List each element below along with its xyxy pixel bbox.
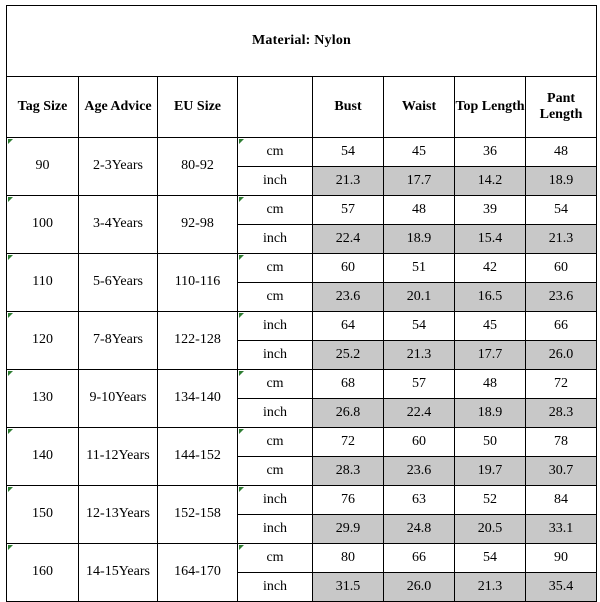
table-row	[7, 544, 597, 573]
age-advice-cell: 14-15Years	[79, 544, 158, 602]
bust-value-cell: 64	[313, 312, 384, 341]
pant-value-cell: 78	[526, 428, 597, 457]
top-value-cell: 36	[455, 138, 526, 167]
tag-size-cell: 120	[7, 312, 79, 370]
corner-marker-icon	[239, 313, 244, 318]
tag-size-cell: 100	[7, 196, 79, 254]
waist-value-cell: 26.0	[384, 573, 455, 602]
pant-value-cell: 66	[526, 312, 597, 341]
top-value-cell: 50	[455, 428, 526, 457]
top-value-cell: 14.2	[455, 167, 526, 196]
header-eu-size: EU Size	[158, 77, 238, 138]
waist-value-cell: 21.3	[384, 341, 455, 370]
top-value-cell: 16.5	[455, 283, 526, 312]
size-chart-body	[7, 138, 597, 602]
header-row	[7, 77, 597, 138]
table-row	[7, 370, 597, 399]
corner-marker-icon	[8, 255, 13, 260]
age-advice-cell: 11-12Years	[79, 428, 158, 486]
bust-value-cell: 28.3	[313, 457, 384, 486]
corner-marker-icon	[8, 197, 13, 202]
waist-value-cell: 18.9	[384, 225, 455, 254]
header-top-length: Top Length	[455, 77, 526, 138]
waist-value-cell: 24.8	[384, 515, 455, 544]
waist-value-cell: 66	[384, 544, 455, 573]
header-waist: Waist	[384, 77, 455, 138]
header-age-advice	[79, 77, 158, 138]
top-value-cell: 52	[455, 486, 526, 515]
unit-cell: cm	[238, 283, 313, 312]
corner-marker-icon	[8, 487, 13, 492]
corner-marker-icon	[8, 429, 13, 434]
unit-cell: cm	[238, 457, 313, 486]
bust-value-cell: 29.9	[313, 515, 384, 544]
table-row	[7, 138, 597, 167]
age-advice-cell: 7-8Years	[79, 312, 158, 370]
top-value-cell: 54	[455, 544, 526, 573]
age-advice-cell: 2-3Years	[79, 138, 158, 196]
pant-value-cell: 48	[526, 138, 597, 167]
unit-cell: inch	[238, 399, 313, 428]
pant-value-cell: 30.7	[526, 457, 597, 486]
header-age-advice-label: Age Advice	[84, 98, 152, 114]
bust-value-cell: 57	[313, 196, 384, 225]
corner-marker-icon	[239, 255, 244, 260]
waist-value-cell: 45	[384, 138, 455, 167]
top-value-cell: 18.9	[455, 399, 526, 428]
unit-cell: cm	[238, 544, 313, 573]
waist-value-cell: 60	[384, 428, 455, 457]
header-unit	[238, 77, 313, 138]
eu-size-cell: 110-116	[158, 254, 238, 312]
corner-marker-icon	[239, 197, 244, 202]
waist-value-cell: 22.4	[384, 399, 455, 428]
pant-value-cell: 72	[526, 370, 597, 399]
pant-value-cell: 28.3	[526, 399, 597, 428]
unit-cell: cm	[238, 254, 313, 283]
corner-marker-icon	[239, 139, 244, 144]
top-value-cell: 39	[455, 196, 526, 225]
pant-value-cell: 21.3	[526, 225, 597, 254]
corner-marker-icon	[8, 371, 13, 376]
table-row	[7, 428, 597, 457]
corner-marker-icon	[239, 429, 244, 434]
pant-value-cell: 54	[526, 196, 597, 225]
pant-value-cell: 18.9	[526, 167, 597, 196]
waist-value-cell: 23.6	[384, 457, 455, 486]
tag-size-cell: 160	[7, 544, 79, 602]
waist-value-cell: 63	[384, 486, 455, 515]
bust-value-cell: 68	[313, 370, 384, 399]
unit-cell: cm	[238, 428, 313, 457]
pant-value-cell: 23.6	[526, 283, 597, 312]
table-title: Material: Nylon	[7, 6, 597, 77]
bust-value-cell: 21.3	[313, 167, 384, 196]
bust-value-cell: 72	[313, 428, 384, 457]
eu-size-cell: 144-152	[158, 428, 238, 486]
table-row	[7, 486, 597, 515]
eu-size-cell: 122-128	[158, 312, 238, 370]
unit-cell: inch	[238, 573, 313, 602]
unit-cell: inch	[238, 312, 313, 341]
tag-size-cell: 110	[7, 254, 79, 312]
tag-size-cell: 130	[7, 370, 79, 428]
eu-size-cell: 134-140	[158, 370, 238, 428]
unit-cell: inch	[238, 515, 313, 544]
top-value-cell: 15.4	[455, 225, 526, 254]
bust-value-cell: 26.8	[313, 399, 384, 428]
tag-size-cell: 150	[7, 486, 79, 544]
table-row	[7, 254, 597, 283]
unit-cell: inch	[238, 225, 313, 254]
age-advice-cell: 9-10Years	[79, 370, 158, 428]
age-advice-cell: 5-6Years	[79, 254, 158, 312]
unit-cell: inch	[238, 486, 313, 515]
bust-value-cell: 54	[313, 138, 384, 167]
waist-value-cell: 54	[384, 312, 455, 341]
waist-value-cell: 20.1	[384, 283, 455, 312]
bust-value-cell: 31.5	[313, 573, 384, 602]
eu-size-cell: 80-92	[158, 138, 238, 196]
bust-value-cell: 25.2	[313, 341, 384, 370]
bust-value-cell: 23.6	[313, 283, 384, 312]
size-chart-frame	[6, 5, 596, 598]
top-value-cell: 21.3	[455, 573, 526, 602]
unit-cell: cm	[238, 138, 313, 167]
table-row	[7, 196, 597, 225]
header-pant-length: Pant Length	[526, 77, 597, 138]
pant-value-cell: 60	[526, 254, 597, 283]
corner-marker-icon	[8, 139, 13, 144]
table-row	[7, 312, 597, 341]
waist-value-cell: 48	[384, 196, 455, 225]
unit-cell: inch	[238, 167, 313, 196]
top-value-cell: 19.7	[455, 457, 526, 486]
tag-size-cell: 90	[7, 138, 79, 196]
waist-value-cell: 51	[384, 254, 455, 283]
eu-size-cell: 152-158	[158, 486, 238, 544]
corner-marker-icon	[239, 371, 244, 376]
pant-value-cell: 35.4	[526, 573, 597, 602]
corner-marker-icon	[239, 545, 244, 550]
pant-value-cell: 84	[526, 486, 597, 515]
unit-cell: cm	[238, 196, 313, 225]
age-advice-cell: 3-4Years	[79, 196, 158, 254]
pant-value-cell: 33.1	[526, 515, 597, 544]
bust-value-cell: 60	[313, 254, 384, 283]
size-chart-table	[6, 5, 597, 602]
tag-size-cell: 140	[7, 428, 79, 486]
pant-value-cell: 26.0	[526, 341, 597, 370]
waist-value-cell: 57	[384, 370, 455, 399]
top-value-cell: 20.5	[455, 515, 526, 544]
eu-size-cell: 164-170	[158, 544, 238, 602]
waist-value-cell: 17.7	[384, 167, 455, 196]
header-tag-size: Tag Size	[7, 77, 79, 138]
unit-cell: cm	[238, 370, 313, 399]
age-advice-cell: 12-13Years	[79, 486, 158, 544]
unit-cell: inch	[238, 341, 313, 370]
top-value-cell: 42	[455, 254, 526, 283]
bust-value-cell: 76	[313, 486, 384, 515]
corner-marker-icon	[8, 313, 13, 318]
corner-marker-icon	[8, 545, 13, 550]
top-value-cell: 45	[455, 312, 526, 341]
corner-marker-icon	[239, 487, 244, 492]
header-bust: Bust	[313, 77, 384, 138]
pant-value-cell: 90	[526, 544, 597, 573]
top-value-cell: 48	[455, 370, 526, 399]
bust-value-cell: 80	[313, 544, 384, 573]
top-value-cell: 17.7	[455, 341, 526, 370]
eu-size-cell: 92-98	[158, 196, 238, 254]
bust-value-cell: 22.4	[313, 225, 384, 254]
